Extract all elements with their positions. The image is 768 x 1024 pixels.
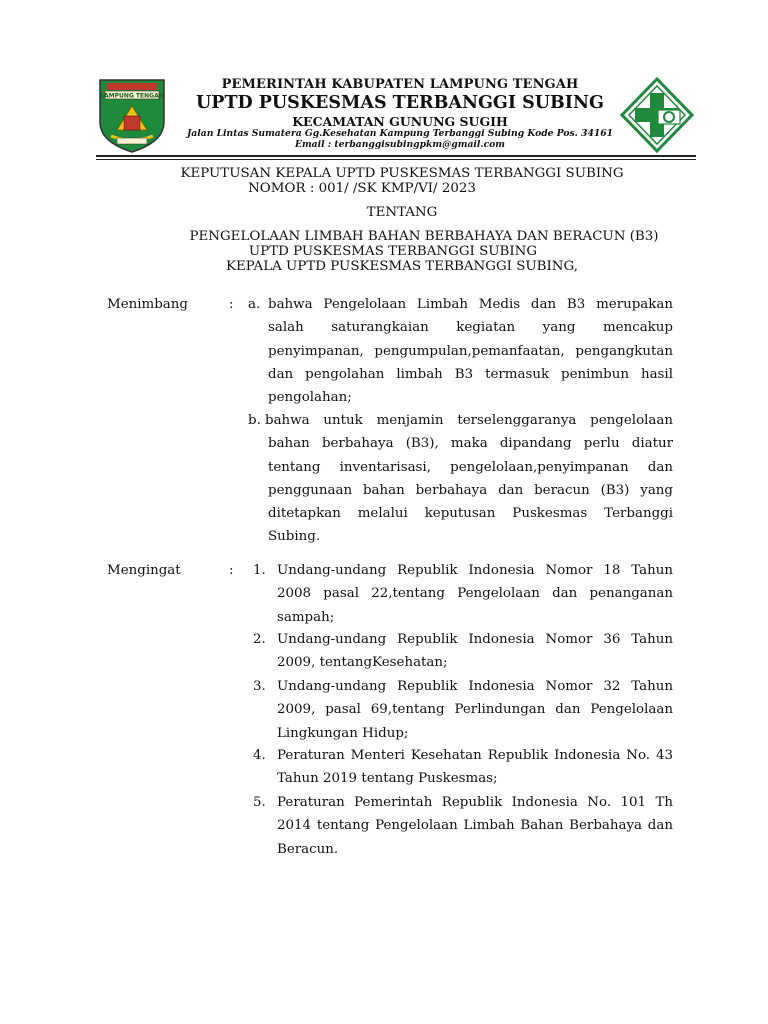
list-marker: 5. bbox=[253, 795, 266, 810]
legal-basis-item: Undang-undang Republik Indonesia Nomor 18 Tahun 2008 pasal 22,tentang Pengelolaan dan penanganan sampah; bbox=[277, 563, 673, 625]
decree-subject: PENGELOLAAN LIMBAH BAHAN BERBAHAYA DAN BERACUN (B3) bbox=[189, 229, 659, 244]
list-marker: 2. bbox=[253, 632, 266, 647]
considering-item: bahwa Pengelolaan Limbah Medis dan B3 merupakan salah saturangkaian kegiatan yang mencakup penyimpanan, pengumpulan,pemanfaatan, pengangkutan dan pengolahan limbah B3 termasuk penimbun hasil pengolahan; bbox=[268, 297, 673, 406]
legal-basis-item: Peraturan Pemerintah Republik Indonesia No. 101 Th 2014 tentang Pengelolaan Limbah Bahan Berbahaya dan Beracun. bbox=[277, 795, 673, 857]
letterhead-address: Jalan Lintas Sumatera Gg.Kesehatan Kampung Terbanggi Subing Kode Pos. 34161 bbox=[186, 128, 614, 139]
decree-issuer: KEPALA UPTD PUSKESMAS TERBANGGI SUBING, bbox=[226, 259, 578, 274]
decree-about-label: TENTANG bbox=[366, 205, 438, 220]
section-label-menimbang: Menimbang bbox=[107, 297, 188, 312]
list-marker: a. bbox=[248, 297, 261, 312]
letterhead-divider-thick bbox=[96, 155, 696, 157]
legal-basis-item: Undang-undang Republik Indonesia Nomor 36 Tahun 2009, tentangKesehatan; bbox=[277, 632, 673, 671]
letterhead-institution: UPTD PUSKESMAS TERBANGGI SUBING bbox=[196, 93, 604, 113]
considering-item: bahwa untuk menjamin terselenggaranya pengelolaan bahan berbahaya (B3), maka dipandang perlu diatur tentang inventarisasi, pengelolaan,penyimpanan dan penggunaan bahan berbahaya dan beracun (B3) yang ditetapkan melalui keputusan Puskesmas Terbanggi Subing. bbox=[265, 413, 673, 545]
decree-title: KEPUTUSAN KEPALA UPTD PUSKESMAS TERBANGGI SUBING bbox=[180, 166, 624, 181]
list-marker: 3. bbox=[253, 679, 266, 694]
puskesmas-logo bbox=[620, 77, 694, 153]
email-label: Email : bbox=[294, 139, 335, 150]
svg-text:LAMPUNG TENGAH: LAMPUNG TENGAH bbox=[100, 92, 164, 100]
decree-number: NOMOR : 001/ /SK KMP/VI/ 2023 bbox=[248, 181, 476, 196]
section-colon: : bbox=[229, 563, 234, 578]
decree-subject-unit: UPTD PUSKESMAS TERBANGGI SUBING bbox=[248, 244, 538, 259]
section-colon: : bbox=[229, 297, 234, 312]
email-address: terbanggisubingpkm@gmail.com bbox=[334, 139, 506, 150]
letterhead-email-line bbox=[182, 139, 618, 150]
list-marker: 4. bbox=[253, 748, 266, 763]
letterhead-government: PEMERINTAH KABUPATEN LAMPUNG TENGAH bbox=[221, 77, 579, 92]
letterhead-district: KECAMATAN GUNUNG SUGIH bbox=[292, 114, 508, 129]
legal-basis-item: Peraturan Menteri Kesehatan Republik Indonesia No. 43 Tahun 2019 tentang Puskesmas; bbox=[277, 748, 673, 787]
regency-emblem-logo bbox=[97, 78, 167, 154]
list-marker: 1. bbox=[253, 563, 266, 578]
list-marker: b. bbox=[248, 413, 261, 428]
legal-basis-item: Undang-undang Republik Indonesia Nomor 32 Tahun 2009, pasal 69,tentang Perlindungan dan Pengelolaan Lingkungan Hidup; bbox=[277, 679, 673, 741]
section-label-mengingat: Mengingat bbox=[107, 563, 181, 578]
letterhead-divider-thin bbox=[96, 159, 696, 160]
